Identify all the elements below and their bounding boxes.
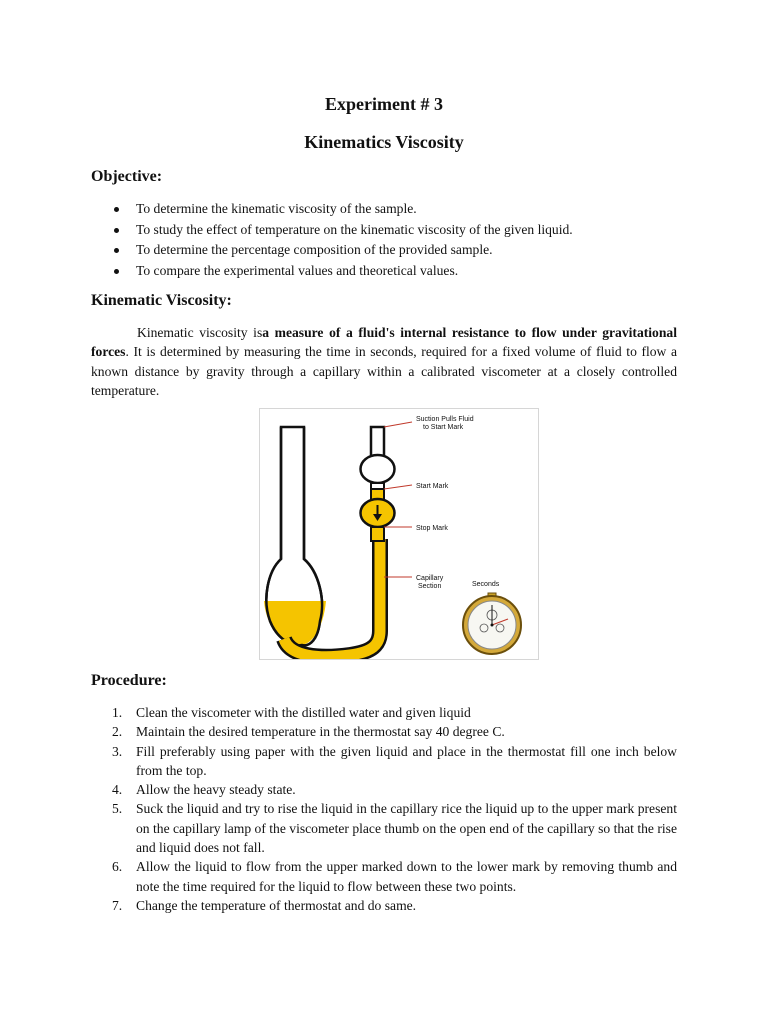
- step-number: 6.: [112, 859, 123, 875]
- list-item-text: To study the effect of temperature on the kinematic viscosity of the given liquid.: [136, 221, 573, 237]
- list-item-text: To compare the experimental values and theoretical values.: [136, 263, 459, 279]
- list-item: [91, 199, 691, 220]
- experiment-title: Experiment # 3: [325, 94, 443, 114]
- list-item: [91, 896, 677, 915]
- label-capillary-line2: Section: [418, 583, 442, 590]
- list-item: [91, 261, 691, 282]
- step-number: 7.: [112, 897, 123, 913]
- list-item: [91, 703, 677, 722]
- label-stop-mark: Stop Mark: [416, 525, 448, 532]
- bullet-icon: [114, 228, 119, 233]
- para-text-start: Kinematic viscosity is: [137, 325, 263, 340]
- viscometer-diagram: [260, 409, 538, 659]
- objective-list: [91, 199, 691, 282]
- objective-heading: Objective:: [91, 168, 163, 185]
- step-number: 3.: [112, 743, 123, 759]
- experiment-subtitle: Kinematics Viscosity: [304, 132, 464, 152]
- step-number: 1.: [112, 705, 123, 720]
- step-number: 5.: [112, 801, 123, 817]
- step-number: 4.: [112, 782, 123, 798]
- label-start-mark: Start Mark: [416, 483, 449, 490]
- list-item: [91, 240, 691, 261]
- step-text: Clean the viscometer with the distilled water and given liquid: [136, 705, 471, 720]
- bullet-icon: [114, 207, 119, 212]
- step-text: Suck the liquid and try to rise the liquid in the capillary rice the liquid up to the upper mark present on the capillary lamp of the viscometer place thumb on the open end of the capillary so that the rise and liquid does not fall.: [136, 801, 677, 856]
- bullet-icon: [114, 269, 119, 274]
- label-suction-line1: Suction Pulls Fluid: [416, 416, 474, 423]
- bullet-icon: [114, 248, 119, 253]
- step-text: Fill preferably using paper with the given liquid and place in the thermostat fill one inch below from the top.: [136, 743, 677, 778]
- list-item: [91, 799, 677, 857]
- procedure-heading: Procedure:: [91, 672, 167, 689]
- list-item: [91, 722, 677, 741]
- step-text: Maintain the desired temperature in the thermostat say 40 degree C.: [136, 724, 505, 740]
- procedure-list: [91, 703, 677, 915]
- list-item: [91, 857, 677, 896]
- step-text: Change the temperature of thermostat and do same.: [136, 897, 417, 913]
- leader-lines: [384, 422, 412, 577]
- list-item: [91, 780, 677, 799]
- kinematic-viscosity-paragraph: [91, 323, 677, 400]
- right-capillary: [361, 427, 395, 541]
- step-number: 2.: [112, 724, 123, 740]
- label-suction-line2: to Start Mark: [423, 424, 464, 431]
- viscometer-figure: [259, 408, 539, 660]
- left-reservoir: [264, 427, 326, 645]
- list-item-text: To determine the kinematic viscosity of the sample.: [136, 201, 417, 216]
- step-text: Allow the heavy steady state.: [136, 782, 296, 798]
- stopwatch-icon: [463, 593, 521, 654]
- step-text: Allow the liquid to flow from the upper marked down to the lower mark by removing thumb and note the time required for the liquid to flow between these two points.: [136, 859, 677, 894]
- list-item-text: To determine the percentage composition of the provided sample.: [136, 242, 493, 258]
- label-capillary-line1: Capillary: [416, 575, 444, 582]
- para-text-bold: a measure of a fluid's internal resistance to flow under gravitational forces: [91, 325, 677, 360]
- label-seconds: Seconds: [472, 581, 500, 588]
- para-text-end: . It is determined by measuring the time in seconds, required for a fixed volume of fluid to flow a known distance by gravity through a capillary within a calibrated viscometer at a closely controlled temperature.: [91, 344, 677, 398]
- list-item: [91, 742, 677, 781]
- kinematic-viscosity-heading: Kinematic Viscosity:: [91, 292, 232, 309]
- list-item: [91, 220, 691, 241]
